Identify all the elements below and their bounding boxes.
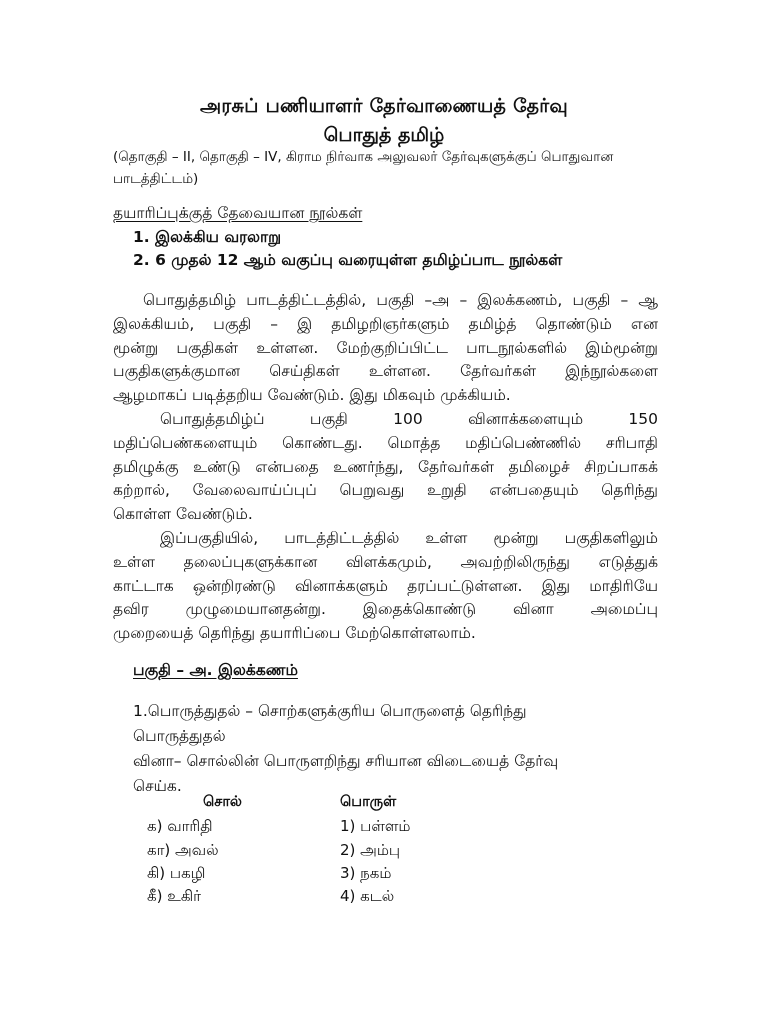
question-text — [133, 699, 558, 799]
document-title: அரசுப் பணியாளர் தேர்வாணையத் தேர்வு — [200, 95, 568, 117]
question-line: 1.பொருத்துதல் – சொற்களுக்குரிய பொருளைத் தெரிந்து — [133, 702, 527, 720]
paragraph-line: பகுதிகளுக்குமான செய்திகள் உள்ளன. தேர்வர்கள் இந்நூல்களை — [113, 362, 658, 381]
option-word: கி) பகழி — [147, 864, 206, 882]
paragraph-1 — [113, 289, 658, 408]
paragraph-line: தமிழுக்கு உண்டு என்பதை உணர்ந்து, தேர்வர்கள் தமிழைச் சிறப்பாகக் — [113, 457, 658, 476]
paragraph-line: கொள்ள வேண்டும். — [113, 505, 253, 524]
book-item-text: 6 முதல் 12 ஆம் வகுப்பு வரையுள்ள தமிழ்ப்பாட நூல்கள் — [155, 251, 563, 269]
paragraph-line: இலக்கியம், பகுதி – இ தமிழறிஞர்களும் தமிழ்த் தொண்டும் என — [113, 314, 658, 333]
section-heading: பகுதி – அ. இலக்கணம் — [133, 661, 298, 679]
paragraph-line: மதிப்பெண்களையும் கொண்டது. மொத்த மதிப்பெண்ணில் சரிபாதி — [113, 433, 658, 452]
option-meaning: 4) கடல் — [340, 887, 395, 905]
books-heading: தயாரிப்புக்குத் தேவையான நூல்கள் — [113, 204, 363, 222]
book-item-number: 1. — [133, 228, 150, 246]
paragraph-line: இப்பகுதியில், பாடத்திட்டத்தில் உள்ள மூன்று பகுதிகளிலும் — [160, 529, 658, 547]
paragraph-line: முறையைத் தெரிந்து தயாரிப்பை மேற்கொள்ளலாம். — [113, 624, 476, 643]
syllabus-note-line-2: பாடத்திட்டம்) — [113, 171, 199, 187]
paragraph-line: கற்றால், வேலைவாய்ப்புப் பெறுவது உறுதி என்பதையும் தெரிந்து — [113, 481, 658, 500]
paragraph-3 — [113, 527, 658, 646]
book-item-1 — [133, 228, 281, 248]
option-meaning: 1) பள்ளம் — [340, 817, 411, 835]
option-meaning: 3) நகம் — [340, 864, 392, 882]
paragraph-2 — [113, 408, 658, 527]
paragraph-line: ஆழமாகப் படித்தறிய வேண்டும். இது மிகவும் முக்கியம். — [113, 386, 511, 405]
question-line: பொருத்துதல் — [133, 727, 226, 745]
question-line: வினா– சொல்லின் பொருளறிந்து சரியான விடையைத் தேர்வு — [133, 752, 559, 770]
syllabus-note-line-1: (தொகுதி – II, தொகுதி – IV, கிராம நிர்வாக அலுவலர் தேர்வுகளுக்குப் பொதுவான — [113, 149, 614, 165]
document-subtitle: பொதுத் தமிழ் — [323, 124, 445, 146]
option-word: க) வாரிதி — [147, 817, 213, 835]
column-header-word: சொல் — [203, 794, 242, 810]
option-word: கீ) உகிர் — [147, 887, 201, 905]
paragraph-line: பொதுத்தமிழ் பாடத்திட்டத்தில், பகுதி –அ – இலக்கணம், பகுதி – ஆ — [143, 291, 658, 309]
paragraph-line: பொதுத்தமிழ்ப் பகுதி 100 வினாக்களையும் 150 — [160, 410, 658, 428]
option-meaning: 2) அம்பு — [340, 841, 401, 859]
column-header-meaning: பொருள் — [340, 794, 397, 810]
paragraph-line: காட்டாக ஒன்றிரண்டு வினாக்களும் தரப்பட்டுள்ளன. இது மாதிரியே — [113, 576, 658, 595]
option-word: கா) அவல் — [147, 841, 219, 859]
book-item-2 — [133, 251, 562, 271]
paragraph-line: உள்ள தலைப்புகளுக்கான விளக்கமும், அவற்றிலிருந்து எடுத்துக் — [113, 552, 658, 571]
book-item-text: இலக்கிய வரலாறு — [155, 228, 282, 246]
paragraph-line: மூன்று பகுதிகள் உள்ளன. மேற்குறிப்பிட்ட பாடநூல்களில் இம்மூன்று — [113, 338, 658, 357]
paragraph-line: தவிர முழுமையானதன்று. இதைக்கொண்டு வினா அமைப்பு — [113, 600, 658, 619]
book-item-number: 2. — [133, 251, 150, 269]
question-line: செய்க. — [133, 777, 182, 795]
